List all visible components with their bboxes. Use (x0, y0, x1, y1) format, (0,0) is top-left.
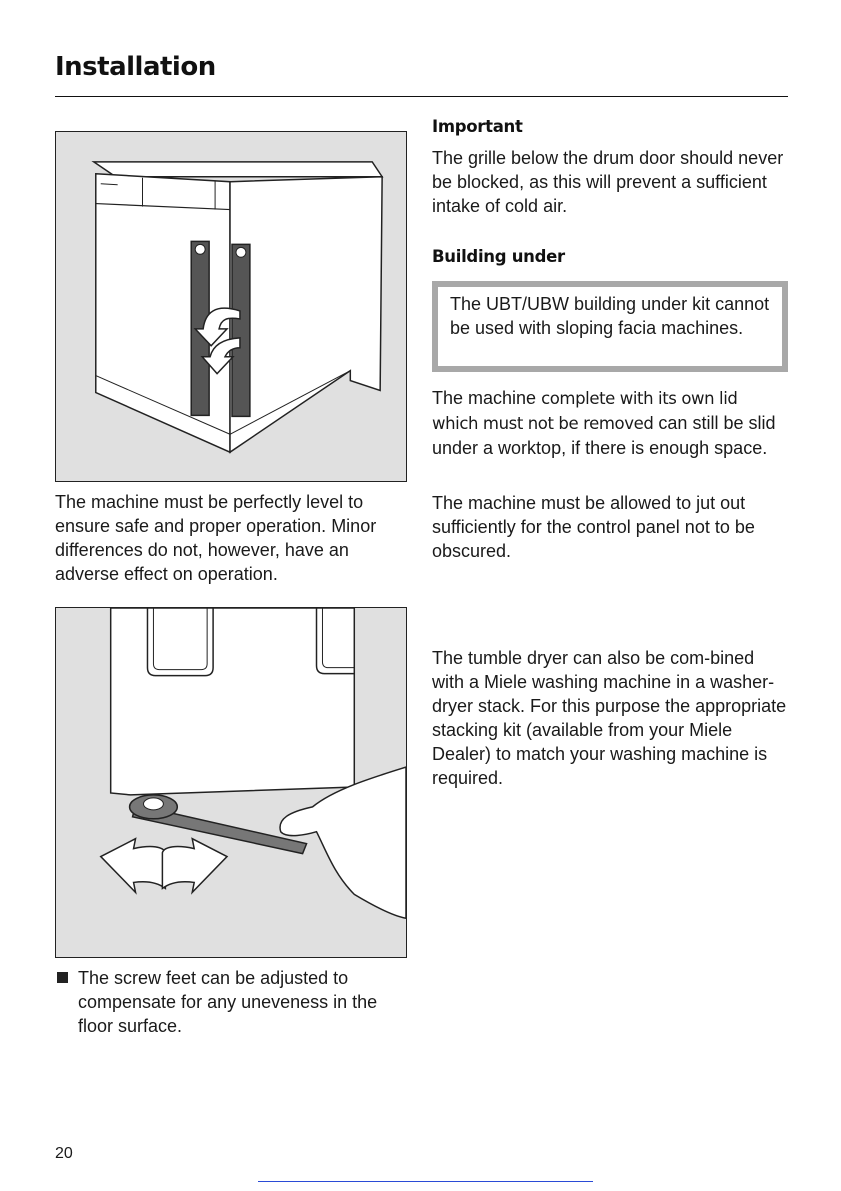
worktop-suffix: can still be slid under a worktop, if there is enough space. (432, 413, 776, 458)
worktop-paragraph (432, 386, 788, 460)
dryer-level-drawing (56, 132, 406, 481)
header-rule (55, 96, 788, 97)
stacking-paragraph: The tumble dryer can also be com-bined with a Miele washing machine in a washer-dryer stack. For this purpose the appropriate stacking kit (available from your Miele Dealer) to match your washing machine is required. (432, 648, 787, 788)
screw-feet-text: The screw feet can be adjusted to compensate for any uneveness in the floor surface. (78, 968, 378, 1036)
wrench-drawing (56, 608, 406, 957)
jut-out-paragraph: The machine must be allowed to jut out sufficiently for the control panel not to be obscured. (432, 493, 755, 561)
building-under-note (432, 281, 788, 372)
screw-feet-illustration (55, 607, 407, 958)
level-illustration (55, 131, 407, 482)
worktop-prefix: The machine (432, 388, 542, 408)
important-text: The grille below the drum door should never be blocked, as this will prevent a sufficient intake of cold air. (432, 148, 784, 216)
note-text: The UBT/UBW building under kit cannot be used with sloping facia machines. (450, 294, 770, 338)
footer-link-line (258, 1181, 593, 1182)
worktop-emphasis: complete with its own lid which must not be removed (432, 389, 738, 433)
bullet-square-icon (57, 972, 68, 983)
important-heading: Important (432, 117, 523, 136)
page-number: 20 (55, 1145, 73, 1162)
level-caption: The machine must be perfectly level to ensure safe and proper operation. Minor differences do not, however, have an adverse effect on operation. (55, 492, 377, 584)
page-title: Installation (55, 52, 216, 82)
building-under-heading: Building under (432, 247, 565, 266)
